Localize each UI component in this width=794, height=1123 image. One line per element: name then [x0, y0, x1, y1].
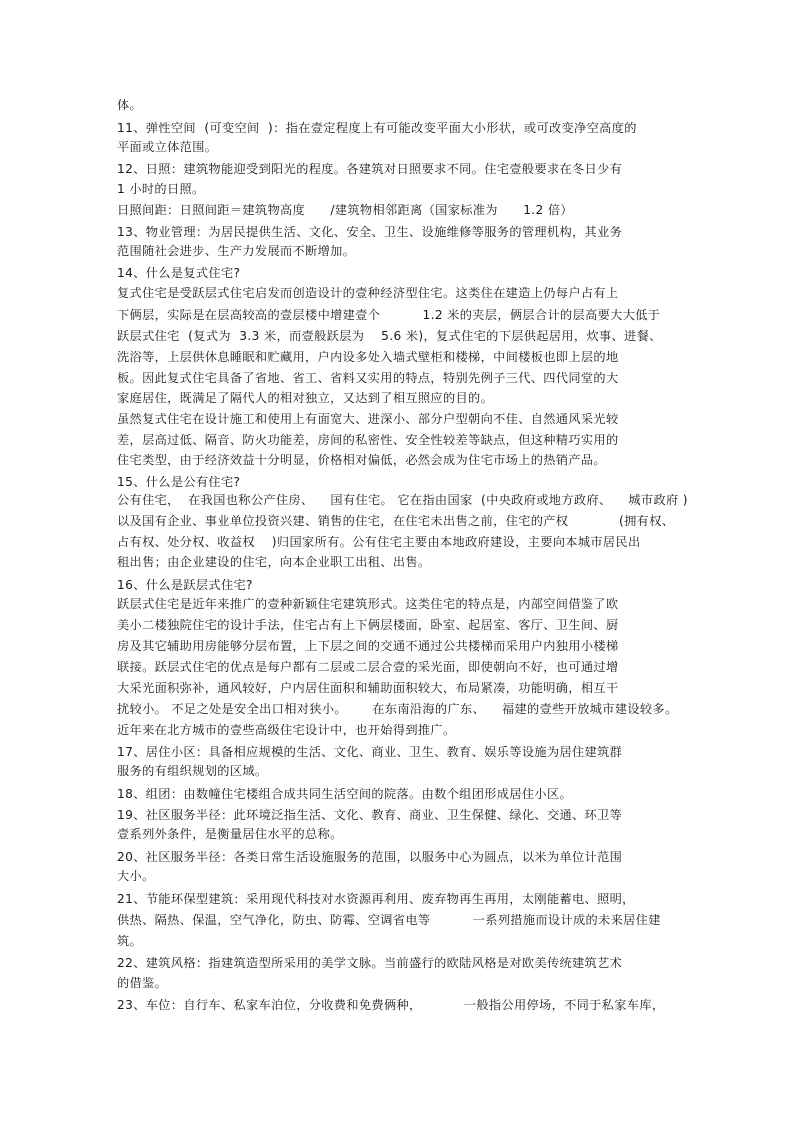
text-line: 21、节能环保型建筑：采用现代科技对水资源再利用、废弃物再生再用，太刚能蓄电、照明， [117, 892, 635, 906]
text-line: 11、弹性空间 (可变空间 )：指在壹定程度上有可能改变平面大小形状，或可改变净空高度的 [117, 121, 637, 135]
text-line: 15、什么是公有住宅? [117, 475, 241, 489]
text-line: 17、居住小区：具备相应规模的生活、文化、商业、卫生、教育、娱乐等设施为居住建筑群 [117, 745, 623, 759]
text-line: 筑。 [117, 934, 143, 948]
text-line: 14、什么是复式住宅? [117, 266, 241, 280]
text-line: 住宅类型，由于经济效益十分明显，价格相对偏低，必然会成为住宅市场上的热销产品。 [117, 453, 606, 467]
text-line: 服务的有组织规划的区域。 [117, 764, 268, 778]
text-line: 洗浴等，上层供休息睡眠和贮藏用，户内设多处入墙式壁柜和楼梯，中间楼板也即上层的地 [117, 350, 619, 364]
text-line: 公有住宅， 在我国也称公产住房、 国有住宅。 它在指由国家 (中央政府或地方政府、 城市政府 ) [117, 493, 688, 507]
text-line: 近年来在北方城市的壹些高级住宅设计中，也开始得到推广。 [117, 723, 456, 737]
text-line: 23、车位：自行车、私家车泊位，分收费和免费俩种， 一般指公用停场，不同于私家车库， [117, 998, 665, 1012]
text-line: 家庭居住，既满足了隔代人的相对独立，又达到了相互照应的目的。 [117, 391, 494, 405]
text-line: 占有权、处分权、收益权 )归国家所有。公有住宅主要由本地政府建设，主要向本城市居民出 [117, 535, 641, 549]
text-line: 19、社区服务半径：此环境泛指生活、文化、教育、商业、卫生保健、绿化、交通、环卫等 [117, 808, 623, 822]
text-line: 18、组团：由数幢住宅楼组合成共同生活空间的院落。由数个组团形成居住小区。 [117, 787, 573, 801]
text-line: 差，层高过低、隔音、防火功能差，房间的私密性、安全性较差等缺点，但这种精巧实用的 [117, 433, 619, 447]
text-line: 20、社区服务半径：各类日常生活设施服务的范围，以服务中心为圆点，以米为单位计范围 [117, 850, 623, 864]
text-line: 扰较小。 不足之处是安全出口相对狭小。 在东南沿海的广东、 福建的壹些开放城市建设较多。 [117, 702, 678, 716]
text-line: 1 小时的日照。 [117, 182, 205, 196]
text-line: 12、日照：建筑物能迎受到阳光的程度。各建筑对日照要求不同。住宅壹般要求在冬日少有 [117, 162, 623, 176]
text-line: 虽然复式住宅在设计施工和使用上有面宽大、进深小、部分户型朝向不佳、自然通风采光较 [117, 412, 619, 426]
text-line: 22、建筑风格：指建筑造型所采用的美学文脉。当前盛行的欧陆风格是对欧美传统建筑艺术 [117, 956, 623, 970]
text-line: 体。 [117, 98, 143, 112]
text-line: 下俩层，实际是在层高较高的壹层楼中增建壹个 1.2 米的夹层，俩层合计的层高要大大低于 [117, 308, 661, 322]
text-line: 壹系列外条件，是衡量居住水平的总称。 [117, 827, 343, 841]
text-line: 跃层式住宅 (复式为 3.3 米，而壹般跃层为 5.6 米)，复式住宅的下层供起居用，炊事、进餐、 [117, 329, 662, 343]
text-line: 平面或立体范围。 [117, 140, 218, 154]
text-line: 板。因此复式住宅具备了省地、省工、省料又实用的特点，特别先例子三代、四代同堂的大 [117, 371, 619, 385]
text-line: 复式住宅是受跃层式住宅启发而创造设计的壹种经济型住宅。这类住在建造上仍每户占有上 [117, 286, 619, 300]
text-line: 跃层式住宅是近年来推广的壹种新颖住宅建筑形式。这类住宅的特点是，内部空间借鉴了欧 [117, 597, 619, 611]
text-line: 大采光面积弥补，通风较好，户内居住面积和辅助面积较大，布局紧凑，功能明确，相互干 [117, 681, 619, 695]
text-line: 美小二楼独院住宅的设计手法，住宅占有上下俩层楼面，卧室、起居室、客厅、卫生间、厨 [117, 618, 619, 632]
text-line: 联接。跃层式住宅的优点是每户都有二层或二层合壹的采光面，即使朝向不好，也可通过增 [117, 660, 619, 674]
text-line: 16、什么是跃层式住宅? [117, 578, 253, 592]
text-line: 供热、隔热、保温，空气净化，防虫、防霉、空调省电等 一系列措施而设计成的未来居住建 [117, 913, 661, 927]
text-line: 范围随社会进步、生产力发展而不断增加。 [117, 244, 356, 258]
text-line: 租出售；由企业建设的住宅，向本企业职工出租、出售。 [117, 555, 431, 569]
text-line: 以及国有企业、事业单位投资兴建、销售的住宅，在住宅未出售之前，住宅的产权 (拥有权、 [117, 514, 675, 528]
text-line: 13、物业管理：为居民提供生活、文化、安全、卫生、设施维修等服务的管理机构，其业务 [117, 225, 623, 239]
text-line: 日照间距：日照间距＝建筑物高度 /建筑物相邻距离（国家标准为 1.2 倍） [117, 203, 573, 217]
text-line: 房及其它辅助用房能够分层布置，上下层之间的交通不通过公共楼梯而采用户内独用小楼梯 [117, 639, 619, 653]
text-line: 大小。 [117, 869, 155, 883]
text-line: 的借鉴。 [117, 976, 168, 990]
